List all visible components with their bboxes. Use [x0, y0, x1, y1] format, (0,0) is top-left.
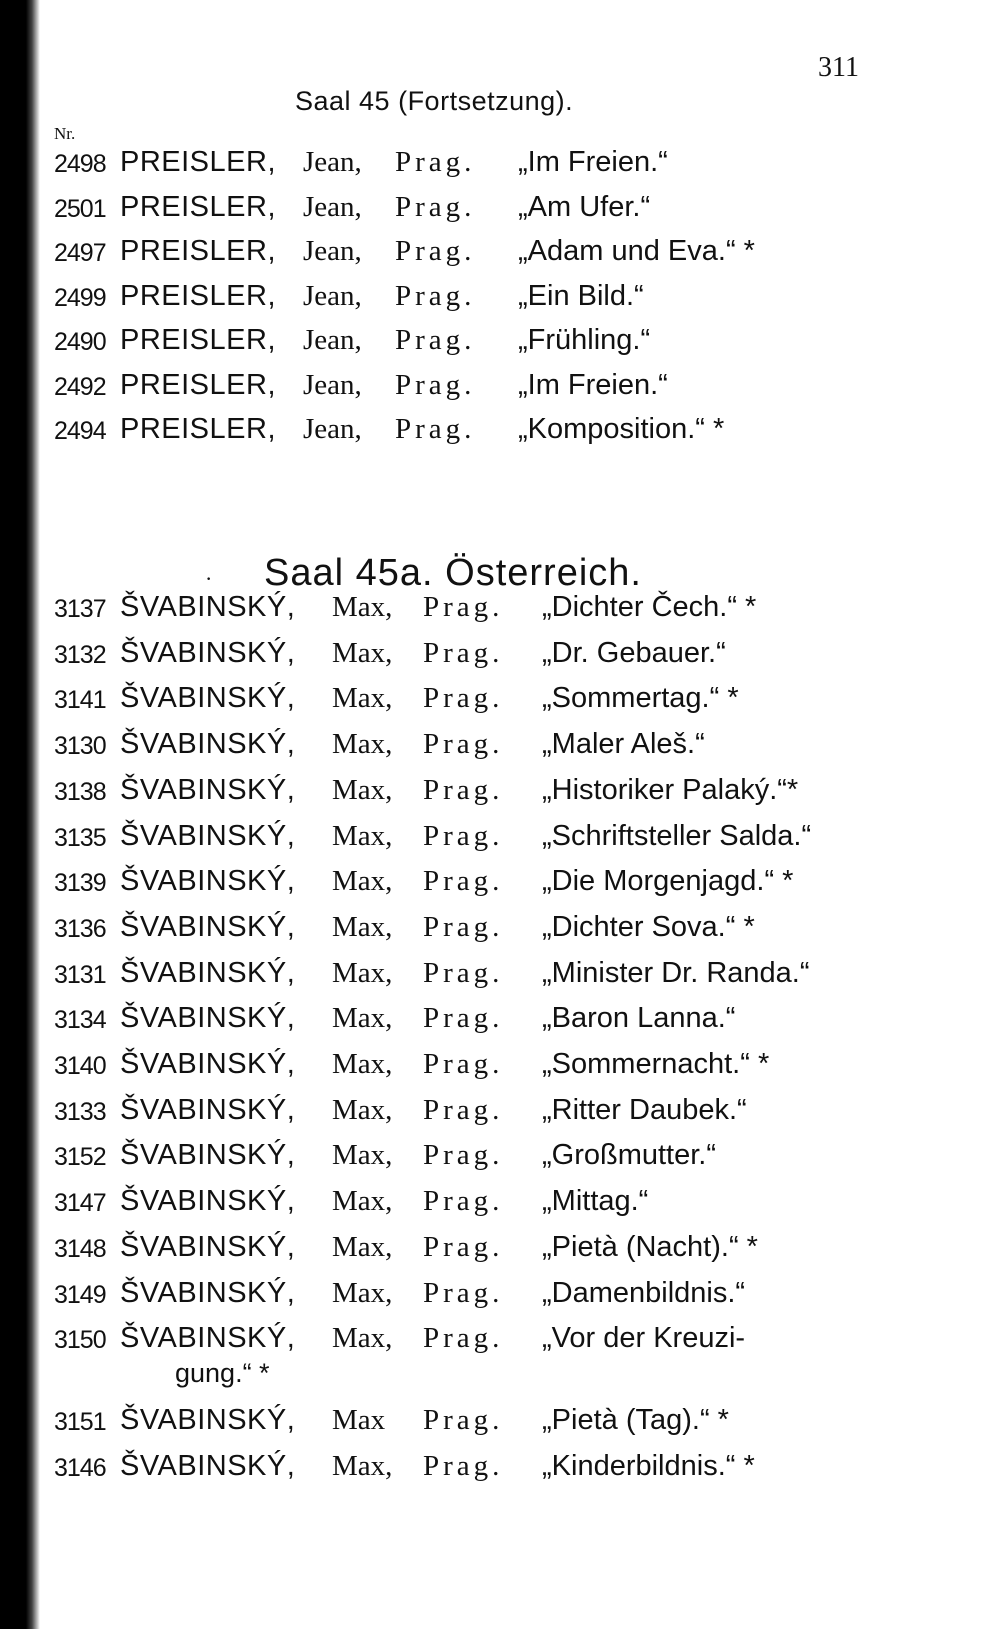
catalog-entry [0, 774, 1000, 818]
entry-number: 2494 [54, 417, 106, 445]
artist-name: ŠVABINSKÝ, [120, 1276, 296, 1309]
catalog-entry [0, 1185, 1000, 1229]
artist-name: PREISLER, [120, 413, 276, 445]
artist-first-name: Max, [332, 1139, 393, 1172]
entry-number: 3135 [54, 823, 106, 852]
artist-first-name: Jean, [303, 146, 362, 178]
artist-first-name: Max, [332, 1230, 393, 1263]
catalog-entry [0, 1450, 1000, 1494]
artist-city: Prag. [395, 190, 476, 223]
artwork-title-continuation: gung.“ * [175, 1357, 270, 1388]
artist-first-name: Jean, [303, 324, 362, 356]
catalog-entry [0, 280, 1000, 324]
artist-name: ŠVABINSKÝ, [120, 1048, 296, 1080]
artist-city: Prag. [423, 682, 504, 715]
catalog-entry [0, 957, 1000, 1001]
catalog-entry [0, 820, 1000, 864]
entry-number: 2501 [54, 194, 106, 223]
artist-first-name: Max, [332, 1048, 393, 1080]
catalog-entry [0, 324, 1000, 368]
artist-city: Prag. [423, 1002, 504, 1035]
artwork-title: „Dichter Čech.“ * [542, 591, 757, 623]
artwork-title: „Die Morgenjagd.“ * [542, 865, 794, 898]
artist-city: Prag. [423, 865, 504, 898]
artist-name: ŠVABINSKÝ, [120, 636, 296, 669]
artist-city: Prag. [423, 1230, 504, 1263]
artist-first-name: Max, [332, 865, 393, 898]
artwork-title: „Sommernacht.“ * [542, 1048, 770, 1080]
catalog-entry [0, 1277, 1000, 1321]
artist-name: ŠVABINSKÝ, [120, 910, 296, 943]
entry-number: 3149 [54, 1280, 106, 1309]
artist-first-name: Max [332, 1403, 386, 1436]
entry-number: 3141 [54, 686, 106, 715]
artist-first-name: Max, [332, 773, 393, 806]
artist-first-name: Jean, [303, 190, 362, 223]
artist-name: PREISLER, [120, 146, 276, 178]
artist-first-name: Jean, [303, 413, 362, 445]
artist-first-name: Max, [332, 1276, 393, 1309]
artwork-title: „Am Ufer.“ [518, 190, 651, 223]
artwork-title: „Im Freien.“ [518, 368, 668, 401]
artist-name: ŠVABINSKÝ, [120, 819, 296, 852]
artwork-title: „Adam und Eva.“ * [518, 235, 755, 267]
artist-city: Prag. [423, 773, 504, 806]
entry-number: 3151 [54, 1407, 106, 1436]
artist-city: Prag. [423, 1322, 504, 1355]
catalog-entry [0, 1139, 1000, 1183]
artist-name: ŠVABINSKÝ, [120, 728, 296, 761]
entry-number: 2490 [54, 328, 106, 356]
artist-name: PREISLER, [120, 235, 276, 267]
artwork-title: „Sommertag.“ * [542, 682, 739, 715]
artwork-title: „Kinderbildnis.“ * [542, 1449, 755, 1482]
artist-name: ŠVABINSKÝ, [120, 1139, 296, 1172]
entry-number: 3146 [54, 1453, 106, 1482]
artist-first-name: Max, [332, 1185, 393, 1218]
entry-number: 2498 [54, 150, 106, 178]
artist-first-name: Max, [332, 956, 393, 989]
page-number: 311 [818, 52, 859, 83]
artwork-title: „Baron Lanna.“ [542, 1002, 736, 1035]
artist-first-name: Jean, [303, 279, 362, 312]
catalog-entry [0, 1094, 1000, 1138]
entry-number: 3137 [54, 595, 106, 623]
artwork-title: „Maler Aleš.“ [542, 728, 705, 761]
entry-number: 3139 [54, 869, 106, 898]
entry-number: 3134 [54, 1006, 106, 1035]
artwork-title: „Komposition.“ * [518, 413, 725, 445]
artwork-title: „Dr. Gebauer.“ [542, 636, 726, 669]
artist-first-name: Max, [332, 910, 393, 943]
entry-number: 3131 [54, 960, 106, 989]
artist-first-name: Max, [332, 1002, 393, 1035]
artist-name: PREISLER, [120, 368, 276, 401]
catalog-entry [0, 235, 1000, 279]
artist-city: Prag. [395, 368, 476, 401]
artist-city: Prag. [423, 1185, 504, 1218]
artist-name: ŠVABINSKÝ, [120, 773, 296, 806]
artist-name: ŠVABINSKÝ, [120, 865, 296, 898]
entry-number: 3138 [54, 777, 106, 806]
artwork-title: „Historiker Palaký.“* [542, 773, 799, 806]
entry-number: 3148 [54, 1234, 106, 1263]
artist-city: Prag. [395, 279, 476, 312]
catalog-entry [0, 911, 1000, 955]
artwork-title: „Schriftsteller Salda.“ [542, 819, 812, 852]
artist-name: ŠVABINSKÝ, [120, 1403, 296, 1436]
artist-city: Prag. [423, 819, 504, 852]
artist-city: Prag. [423, 910, 504, 943]
artist-name: ŠVABINSKÝ, [120, 1322, 296, 1355]
artist-first-name: Max, [332, 682, 393, 715]
artist-first-name: Max, [332, 819, 393, 852]
catalog-entry [0, 413, 1000, 457]
artist-name: ŠVABINSKÝ, [120, 1093, 296, 1126]
artist-first-name: Jean, [303, 235, 362, 267]
artwork-title: „Dichter Sova.“ * [542, 910, 755, 943]
artist-name: ŠVABINSKÝ, [120, 591, 296, 623]
catalog-entry [0, 191, 1000, 235]
catalog-entry [0, 637, 1000, 681]
catalog-entry [0, 1231, 1000, 1275]
artist-city: Prag. [423, 1139, 504, 1172]
catalog-entry [0, 591, 1000, 635]
entry-number: 3147 [54, 1189, 106, 1218]
catalog-entry [0, 1048, 1000, 1092]
artist-name: ŠVABINSKÝ, [120, 956, 296, 989]
artist-city: Prag. [423, 728, 504, 761]
artwork-title: „Pietà (Nacht).“ * [542, 1230, 758, 1263]
entry-number: 3140 [54, 1052, 106, 1080]
artist-city: Prag. [395, 413, 476, 445]
artist-city: Prag. [423, 1403, 504, 1436]
artwork-title: „Minister Dr. Randa.“ [542, 956, 810, 989]
artwork-title: „Großmutter.“ [542, 1139, 717, 1172]
artist-city: Prag. [423, 1276, 504, 1309]
artist-first-name: Max, [332, 591, 393, 623]
section-title-saal-45: Saal 45 (Fortsetzung). [295, 86, 574, 116]
artist-city: Prag. [423, 1093, 504, 1126]
catalog-entry [0, 1322, 1000, 1366]
entry-number: 2492 [54, 372, 106, 401]
entry-number: 3152 [54, 1143, 106, 1172]
artwork-title: „Vor der Kreuzi- [542, 1322, 746, 1355]
artist-city: Prag. [423, 636, 504, 669]
catalog-entry [0, 865, 1000, 909]
artist-city: Prag. [395, 146, 476, 178]
artist-name: ŠVABINSKÝ, [120, 1230, 296, 1263]
artist-city: Prag. [423, 591, 504, 623]
artist-first-name: Jean, [303, 368, 362, 401]
artist-city: Prag. [395, 324, 476, 356]
artwork-title: „Pietà (Tag).“ * [542, 1403, 729, 1436]
artist-name: ŠVABINSKÝ, [120, 1002, 296, 1035]
catalog-entry [0, 682, 1000, 726]
artist-city: Prag. [395, 235, 476, 267]
entry-number: 2497 [54, 239, 106, 267]
artwork-title: „Damenbildnis.“ [542, 1276, 746, 1309]
artist-name: PREISLER, [120, 190, 276, 223]
catalog-entry [0, 369, 1000, 413]
entry-number: 3133 [54, 1097, 106, 1126]
entry-number: 3136 [54, 914, 106, 943]
nr-column-label: Nr. [54, 124, 76, 143]
artwork-title: „Frühling.“ [518, 324, 651, 356]
artist-first-name: Max, [332, 728, 393, 761]
entry-number: 3150 [54, 1326, 106, 1355]
artist-name: ŠVABINSKÝ, [120, 682, 296, 715]
entry-number: 3130 [54, 732, 106, 761]
entry-number: 2499 [54, 283, 106, 312]
catalog-entry [0, 1404, 1000, 1448]
catalog-entry [0, 1002, 1000, 1046]
artwork-title: „Ritter Daubek.“ [542, 1093, 747, 1126]
artist-first-name: Max, [332, 636, 393, 669]
section-title-saal-45a: Saal 45a. Österreich. [264, 552, 642, 594]
stray-mark: · [205, 566, 213, 591]
artwork-title: „Ein Bild.“ [518, 279, 644, 312]
artist-first-name: Max, [332, 1449, 393, 1482]
catalog-entry [0, 728, 1000, 772]
artist-first-name: Max, [332, 1093, 393, 1126]
artwork-title: „Mittag.“ [542, 1185, 649, 1218]
artist-name: PREISLER, [120, 324, 276, 356]
artwork-title: „Im Freien.“ [518, 146, 668, 178]
entry-number: 3132 [54, 640, 106, 669]
artist-name: PREISLER, [120, 279, 276, 312]
artist-name: ŠVABINSKÝ, [120, 1449, 296, 1482]
artist-city: Prag. [423, 956, 504, 989]
catalog-entry [0, 146, 1000, 190]
artist-first-name: Max, [332, 1322, 393, 1355]
artist-name: ŠVABINSKÝ, [120, 1185, 296, 1218]
artist-city: Prag. [423, 1048, 504, 1080]
artist-city: Prag. [423, 1449, 504, 1482]
